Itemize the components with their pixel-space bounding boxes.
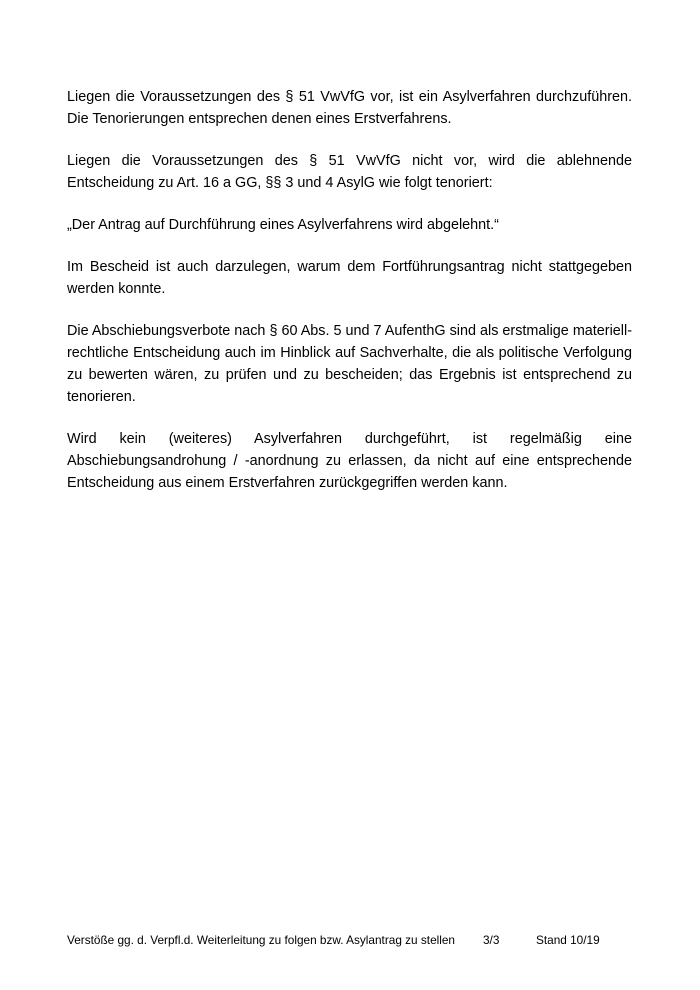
paragraph-3-quote: „Der Antrag auf Durchführung eines Asylverfahrens wird abgelehnt.“ — [67, 217, 499, 233]
footer-stand: Stand 10/19 — [536, 933, 600, 947]
footer-page-number: 3/3 — [483, 933, 500, 947]
paragraph-5: Die Abschiebungsverbote nach § 60 Abs. 5 und 7 AufenthG sind als erstmalige materiellrechtliche Entscheidung auch im Hinblick auf Sachverhalte, die als politische Verfolgung zu bewerten wären, zu prüfen und zu bescheiden; das Ergebnis ist entsprechend zu tenorieren. — [67, 323, 632, 405]
page-footer — [67, 932, 632, 948]
paragraph-2: Liegen die Voraussetzungen des § 51 VwVfG nicht vor, wird die ablehnende Entscheidung zu Art. 16 a GG, §§ 3 und 4 AsylG wie folgt tenoriert: — [67, 153, 632, 191]
paragraph-1: Liegen die Voraussetzungen des § 51 VwVfG vor, ist ein Asylverfahren durchzuführen. Die Tenorierungen entsprechen denen eines Erstverfahrens. — [67, 89, 632, 127]
document-body — [67, 86, 632, 514]
paragraph-6: Wird kein (weiteres) Asylverfahren durchgeführt, ist regelmäßig eine Abschiebungsandrohung / -anordnung zu erlassen, da nicht auf eine entsprechende Entscheidung aus einem Erstverfahren zurückgegriffen werden kann. — [67, 431, 632, 491]
paragraph-4: Im Bescheid ist auch darzulegen, warum dem Fortführungsantrag nicht stattgegeben werden konnte. — [67, 259, 632, 297]
footer-title: Verstöße gg. d. Verpfl.d. Weiterleitung zu folgen bzw. Asylantrag zu stellen — [67, 933, 455, 947]
